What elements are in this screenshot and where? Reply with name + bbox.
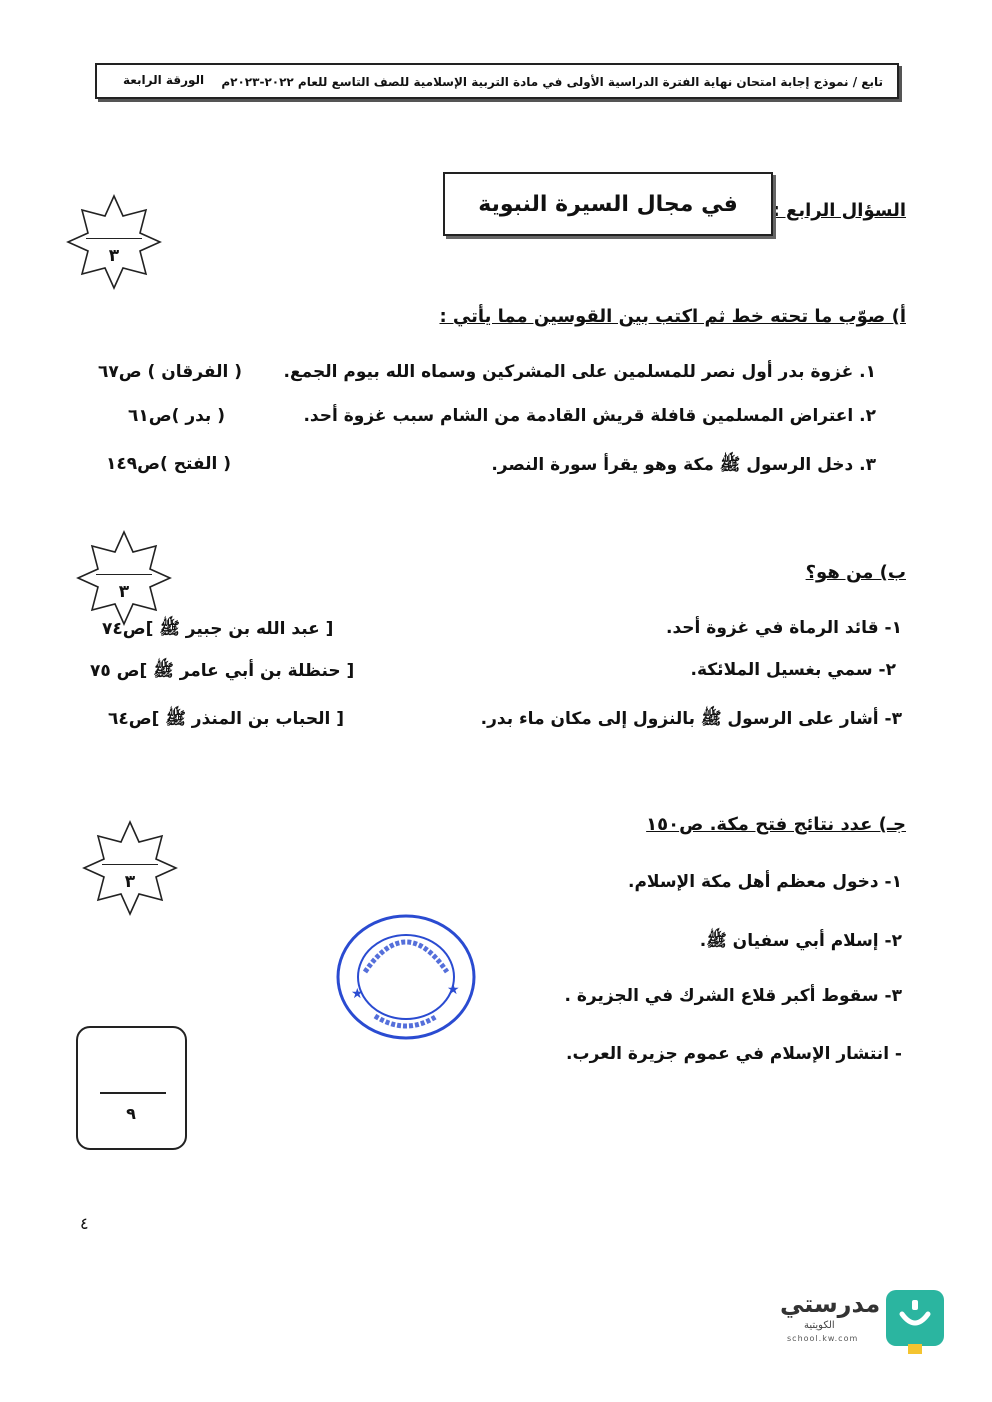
score-star-part-b bbox=[76, 530, 172, 626]
logo-subtitle: الكويتية bbox=[804, 1320, 835, 1331]
score-line bbox=[100, 1092, 166, 1094]
score-line bbox=[102, 864, 158, 865]
score-line bbox=[86, 238, 142, 239]
score-value: ٣ bbox=[118, 582, 130, 602]
svg-text:★: ★ bbox=[447, 982, 460, 998]
star-icon bbox=[76, 530, 172, 626]
stamp-seal-icon bbox=[335, 912, 477, 1042]
header-title: تابع / نموذج إجابة امتحان نهاية الفترة الدراسية الأولى في مادة التربية الإسلامية للصف التاسع للعام ٢٠٢٢-٢٠٢٣م bbox=[221, 75, 883, 89]
part-a-item: ٢. اعتراض المسلمين قافلة قريش القادمة من الشام سبب غزوة أحد. bbox=[303, 406, 876, 426]
score-star-part-c bbox=[82, 820, 178, 916]
score-star-part-a bbox=[66, 194, 162, 290]
part-a-item: ٣. دخل الرسول ﷺ مكة وهو يقرأ سورة النصر. bbox=[491, 455, 876, 475]
logo-name: مدرستي bbox=[780, 1290, 881, 1318]
part-b-item: ١- قائد الرماة في غزوة أحد. bbox=[666, 618, 902, 638]
official-stamp bbox=[335, 912, 477, 1042]
logo-icon bbox=[882, 1288, 948, 1358]
section-title: في مجال السيرة النبوية bbox=[443, 172, 773, 236]
svg-text:★: ★ bbox=[351, 986, 364, 1002]
part-b-answer: [ الحباب بن المنذر ﷺ ]ص٦٤ bbox=[108, 709, 345, 729]
score-value: ٣ bbox=[124, 872, 136, 892]
part-a-answer: ( بدر )ص٦١ bbox=[128, 406, 225, 426]
star-icon bbox=[82, 820, 178, 916]
part-b-item: ٢- سمي بغسيل الملائكة. bbox=[690, 660, 896, 680]
part-c-item: ٢- إسلام أبي سفيان ﷺ. bbox=[699, 931, 902, 951]
part-b-title: ب) من هو؟ bbox=[805, 562, 906, 583]
part-c-item: ٣- سقوط أكبر قلاع الشرك في الجزيرة . bbox=[564, 986, 902, 1006]
total-score-value: ٩ bbox=[126, 1104, 136, 1123]
part-a-item: ١. غزوة بدر أول نصر للمسلمين على المشركين وسماه الله بيوم الجمع. bbox=[283, 362, 876, 382]
part-c-item: ١- دخول معظم أهل مكة الإسلام. bbox=[628, 872, 902, 892]
star-icon bbox=[66, 194, 162, 290]
part-a-answer: ( الفتح )ص١٤٩ bbox=[106, 454, 232, 474]
part-a-answer: ( الفرقان ) ص٦٧ bbox=[98, 362, 242, 382]
logo-url: school.kw.com bbox=[787, 1334, 859, 1343]
score-line bbox=[96, 574, 152, 575]
question-label: السؤال الرابع : bbox=[772, 200, 906, 221]
part-c-title: جـ) عدد نتائج فتح مكة. ص١٥٠ bbox=[646, 814, 906, 835]
part-b-item: ٣- أشار على الرسول ﷺ بالنزول إلى مكان ماء بدر. bbox=[480, 709, 902, 729]
part-c-item: - انتشار الإسلام في عموم جزيرة العرب. bbox=[566, 1044, 902, 1064]
exam-header bbox=[95, 63, 899, 99]
page-number: ٤ bbox=[80, 1214, 89, 1233]
part-b-answer: [ عبد الله بن جبير ﷺ ]ص٧٤ bbox=[102, 619, 334, 639]
part-a-title: أ) صوّب ما تحته خط ثم اكتب بين القوسين مما يأتي : bbox=[439, 306, 906, 327]
part-b-answer: [ حنظلة بن أبي عامر ﷺ ]ص ٧٥ bbox=[90, 661, 355, 681]
score-value: ٣ bbox=[108, 246, 120, 266]
sheet-label: الورقة الرابعة bbox=[123, 73, 205, 87]
total-score-box bbox=[76, 1026, 187, 1150]
